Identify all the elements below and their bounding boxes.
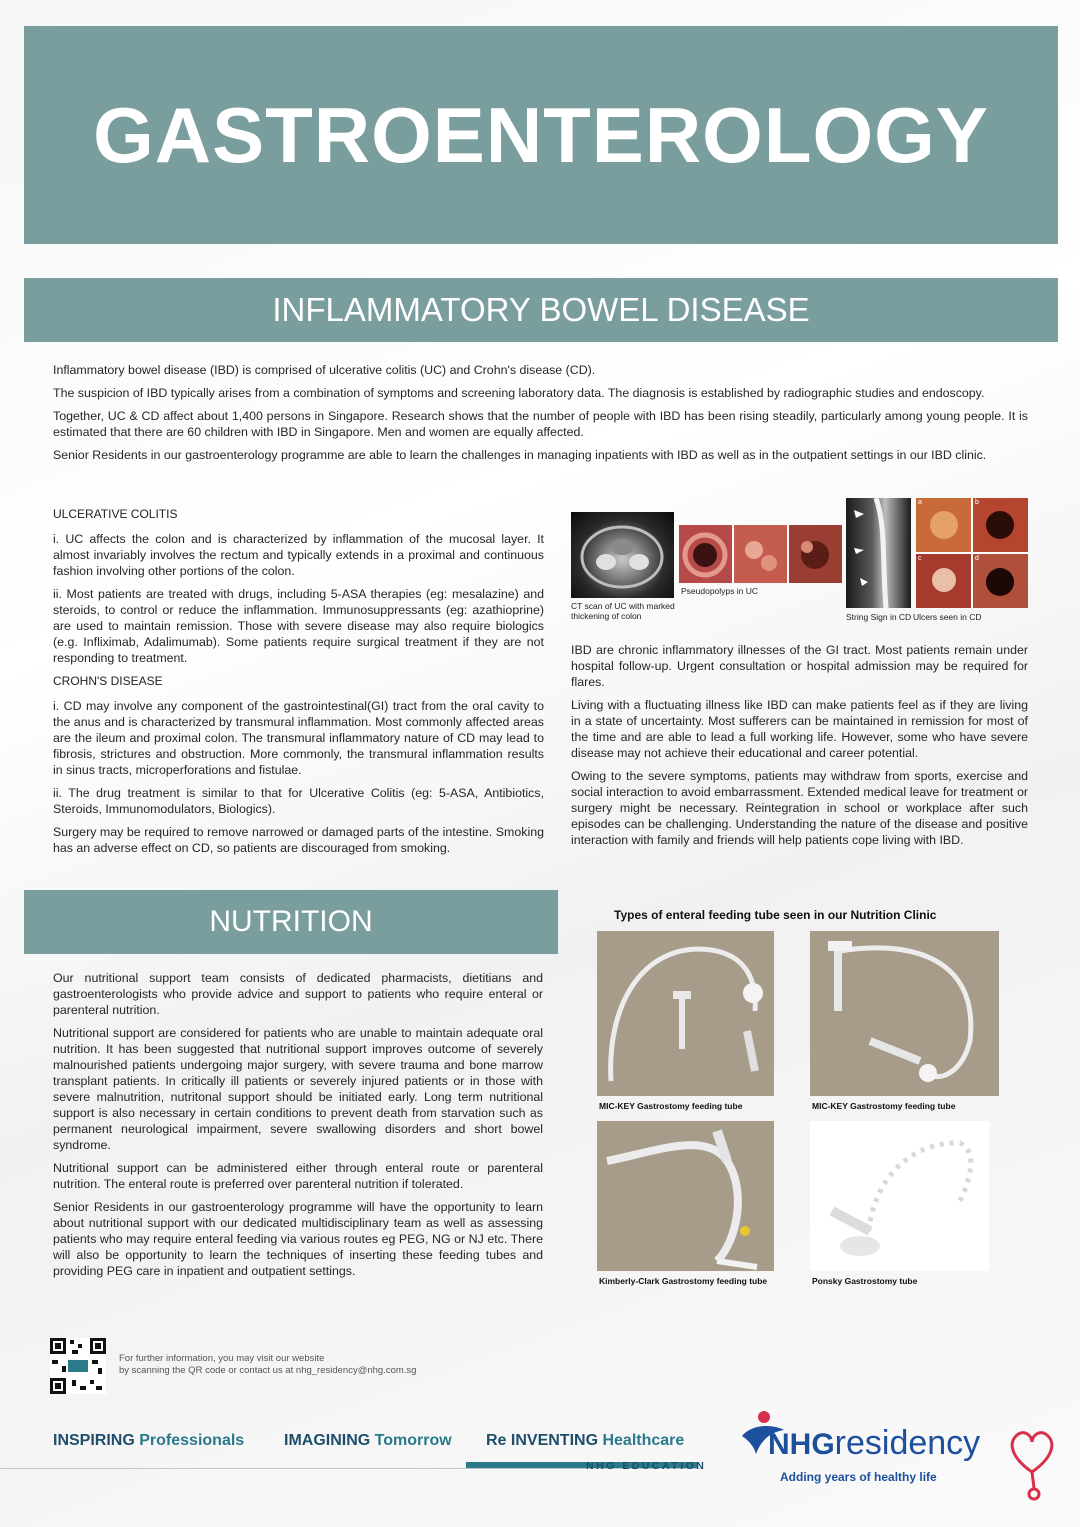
ibd-heading: INFLAMMATORY BOWEL DISEASE: [272, 291, 810, 328]
ponsky-tube-image: [810, 1121, 989, 1271]
tagline-inspiring-b: Professionals: [139, 1432, 245, 1449]
uc-heading: ULCERATIVE COLITIS: [53, 507, 178, 521]
tagline-imagining-b: Tomorrow: [374, 1432, 452, 1449]
tagline-inspiring: [53, 1432, 244, 1450]
tube-caption-4: Ponsky Gastrostomy tube: [812, 1276, 918, 1286]
ulcers-caption: Ulcers seen in CD: [913, 612, 982, 622]
ibd-left-column: [53, 502, 544, 863]
qr-code[interactable]: [50, 1338, 106, 1394]
tube-caption-3: Kimberly-Clark Gastrostomy feeding tube: [599, 1276, 768, 1286]
ibd-intro-paragraph: Together, UC & CD affect about 1,400 persons in Singapore. Research shows that the number of people with IBD has been rising steadily, particularly among young people. It is estimated that there are 60 children with IBD in Singapore. Men and women are equally affected.: [53, 409, 1028, 439]
tagline-imagining: [284, 1432, 452, 1450]
logo-tagline: Adding years of healthy life: [780, 1470, 937, 1484]
stethoscope-heart-icon: [1006, 1426, 1058, 1502]
cd-paragraph: ii. The drug treatment is similar to that for Ulcerative Colitis (eg: 5-ASA, Antibiotics, Steroids, Immunomodulators, Biologics).: [53, 786, 544, 816]
ibd-section-header: [24, 278, 1058, 342]
logo-residency-text: residency: [834, 1424, 981, 1462]
tube-caption-2: MIC-KEY Gastrostomy feeding tube: [812, 1101, 956, 1111]
kimberly-clark-tube-image: [597, 1121, 774, 1271]
nutrition-paragraph: Nutritional support are considered for patients who are unable to maintain adequate oral nutrition. It has been suggested that nutritional support improves outcome of severely malnourished patients undergoing major surgery, with severe trauma and bone marrow transplant patients. In critically ill patients or severely injured patients or in those with severe malnutrition, nutritonal support should be initiated early. Long term nutritional support is also necessary in certain conditions to prevent death from starvation such as permanent neurological impairment, severe swallowing disorders and short bowel syndrome.: [53, 1026, 543, 1152]
ibd-right-paragraph: IBD are chronic inflammatory illnesses of the GI tract. Most patients remain under hospital follow-up. Urgent consultation or hospital admission may be required for flares.: [571, 643, 1028, 689]
tube-caption-1: MIC-KEY Gastrostomy feeding tube: [599, 1101, 743, 1111]
tagline-reinventing-a: Re INVENTING: [486, 1432, 599, 1449]
pseudopolyps-image: [679, 525, 842, 583]
tubes-title: Types of enteral feeding tube seen in our Nutrition Clinic: [614, 908, 937, 922]
tagline-reinventing: [486, 1432, 684, 1450]
tagline-inspiring-a: INSPIRING: [53, 1432, 135, 1449]
ibd-intro: [53, 362, 1028, 470]
ibd-right-column: [571, 642, 1028, 855]
mic-key-tube-image-1: [597, 931, 774, 1096]
footer-info-line1: For further information, you may visit our website: [119, 1353, 325, 1364]
panel-label-d: d: [975, 555, 979, 562]
nutrition-section-header: [24, 890, 558, 954]
nutrition-text: [53, 970, 543, 1286]
footer-info: [119, 1353, 416, 1377]
nutrition-paragraph: Nutritional support can be administered either through enteral route or parenteral nutrition. The enteral route is preferred over parenteral nutrition if tolerated.: [53, 1161, 543, 1191]
ibd-intro-paragraph: The suspicion of IBD typically arises from a combination of symptoms and screening laboratory data. The diagnosis is established by radiographic studies and endoscopy.: [53, 386, 985, 400]
ct-scan-image: [571, 512, 674, 598]
panel-label-a: a: [918, 499, 922, 506]
nhg-education-label: NHG EDUCATION: [586, 1460, 707, 1472]
panel-label-b: b: [975, 499, 979, 506]
title-banner: [24, 26, 1058, 244]
tagline-reinventing-b: Healthcare: [602, 1432, 685, 1449]
page-title: GASTROENTEROLOGY: [93, 90, 989, 179]
string-sign-image: [846, 498, 911, 608]
string-sign-caption: String Sign in CD: [846, 612, 912, 622]
mic-key-tube-image-2: [810, 931, 999, 1096]
cd-paragraph: Surgery may be required to remove narrowed or damaged parts of the intestine. Smoking has an adverse effect on CD, so patients are discouraged from smoking.: [53, 825, 544, 855]
ulcers-image: [916, 498, 1028, 608]
nutrition-paragraph: Senior Residents in our gastroenterology programme will have the opportunity to learn about nutritional support with our dedicated multidisciplinary team as well as assessing patients who may require enteral feeding via various routes eg PEG, NG or NJ etc. There will also be opportunity to learn the techniques of inserting these feeding tubes and providing PEG care in inpatient and outpatient settings.: [53, 1200, 543, 1278]
ct-caption: CT scan of UC with marked thickening of colon: [571, 601, 675, 621]
pseudopolyps-caption: Pseudopolyps in UC: [681, 586, 759, 596]
ibd-intro-paragraph: Senior Residents in our gastroenterology programme are able to learn the challenges in managing inpatients with IBD as well as in the outpatient settings in our IBD clinic.: [53, 448, 987, 462]
uc-paragraph: i. UC affects the colon and is characterized by inflammation of the mucosal layer. It almost invariably involves the rectum and typically extends in a proximal and continuous fashion involving other portions of the colon.: [53, 532, 544, 578]
logo-nhg-text: NHG: [768, 1428, 835, 1461]
nutrition-paragraph: Our nutritional support team consists of dedicated pharmacists, dietitians and gastroenterologists who provide advice and support to patients who require enteral or parenteral nutrition.: [53, 971, 543, 1017]
ibd-intro-paragraph: Inflammatory bowel disease (IBD) is comprised of ulcerative colitis (UC) and Crohn's disease (CD).: [53, 363, 596, 377]
cd-paragraph: i. CD may involve any component of the gastrointestinal(GI) tract from the oral cavity to the anus and is characterized by transmural inflammation. Most commonly affected areas are the ileum and proximal colon. The transmural inflammatory nature of CD may lead to fibrosis, strictures and obstruction. More commonly, the transmural inflammation results in sinus tracts, microperforations and fistulae.: [53, 699, 544, 777]
ibd-right-paragraph: Owing to the severe symptoms, patients may withdraw from sports, exercise and social interaction to avoid embarrassment. Extended medical leave for treatment or surgery might be necessary. Reintegration in school or workplace after such episodes can be challenging. Understanding the nature of the disease and positive interaction with family and friends will help patients cope living with IBD.: [571, 769, 1028, 847]
footer-info-line2: by scanning the QR code or contact us at nhg_residency@nhg.com.sg: [119, 1365, 417, 1376]
nhg-residency-logo: [738, 1410, 1058, 1502]
tagline-imagining-a: IMAGINING: [284, 1432, 371, 1449]
ibd-right-paragraph: Living with a fluctuating illness like IBD can make patients feel as if they are living in a state of uncertainty. Most sufferers can be maintained in remission for most of the time and are able to lead a full working life. However, some who have severe disease may not achieve their educational and career potential.: [571, 698, 1028, 760]
nutrition-heading: NUTRITION: [209, 905, 373, 938]
uc-paragraph: ii. Most patients are treated with drugs, including 5-ASA therapies (eg: mesalazine) and steroids, to control or reduce the inflammation. Immunosuppressants (eg: azathioprine) are used to maintain remission. Those with severe disease may also require biologics (e.g. Infliximab, Adalimumab). Some patients require surgical treatment if they are not responding to treatment.: [53, 587, 544, 665]
cd-heading: CROHN'S DISEASE: [53, 674, 163, 688]
panel-label-c: c: [918, 555, 922, 562]
